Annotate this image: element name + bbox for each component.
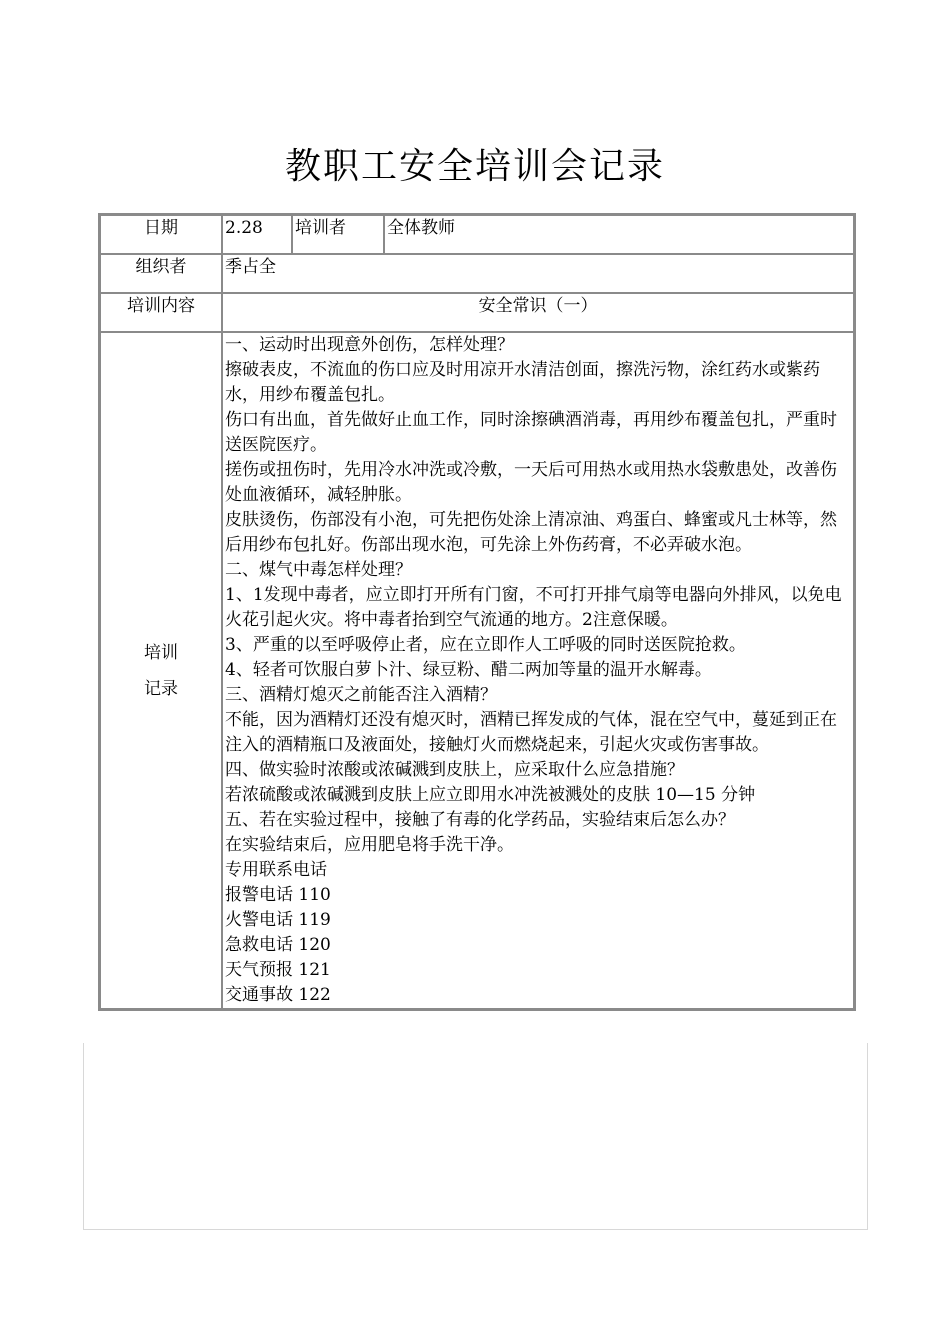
trainer-value: 全体教师 xyxy=(384,215,854,254)
record-line: 一、运动时出现意外创伤，怎样处理？ xyxy=(225,335,514,355)
record-line: 专用联系电话 xyxy=(225,860,327,880)
date-value: 2.28 xyxy=(222,215,292,254)
record-line: 四、做实验时浓酸或浓碱溅到皮肤上，应采取什么应急措施？ xyxy=(225,760,684,780)
training-record-table xyxy=(98,213,856,1011)
content-value: 安全常识（一） xyxy=(222,293,854,332)
record-line: 报警电话 110 xyxy=(225,885,331,905)
record-line: 4、轻者可饮服白萝卜汁、绿豆粉、醋二两加等量的温开水解毒。 xyxy=(225,660,712,680)
organizer-label: 组织者 xyxy=(100,254,222,293)
date-label: 日期 xyxy=(100,215,222,254)
record-label-line-1: 培训 xyxy=(144,642,178,663)
record-line: 二、煤气中毒怎样处理？ xyxy=(225,560,412,580)
record-line: 急救电话 120 xyxy=(225,935,331,955)
record-line: 1、1发现中毒者，应立即打开所有门窗，不可打开排气扇等电器向外排风，以免电火花引起火灾。将中毒者抬到空气流通的地方。2注意保暖。 xyxy=(225,585,842,630)
table-row-record xyxy=(100,332,854,1009)
content-label: 培训内容 xyxy=(100,293,222,332)
table-row-date xyxy=(100,215,854,254)
trainer-label: 培训者 xyxy=(292,215,384,254)
record-line: 皮肤烫伤，伤部没有小泡，可先把伤处涂上清凉油、鸡蛋白、蜂蜜或凡士林等，然后用纱布包扎好。伤部出现水泡，可先涂上外伤药膏，不必弄破水泡。 xyxy=(225,510,837,555)
organizer-value: 季占全 xyxy=(222,254,854,293)
table-row-content xyxy=(100,293,854,332)
record-line: 五、若在实验过程中，接触了有毒的化学药品，实验结束后怎么办？ xyxy=(225,810,735,830)
record-line: 搓伤或扭伤时，先用冷水冲洗或冷敷，一天后可用热水或用热水袋敷患处，改善伤处血液循环，减轻肿胀。 xyxy=(225,460,837,505)
page-title: 教职工安全培训会记录 xyxy=(284,146,665,187)
record-line: 伤口有出血，首先做好止血工作，同时涂擦碘酒消毒，再用纱布覆盖包扎，严重时送医院医疗。 xyxy=(225,410,837,455)
record-content xyxy=(222,332,854,1009)
record-line: 交通事故 122 xyxy=(225,985,331,1005)
blank-continuation-box xyxy=(83,1043,868,1230)
record-line: 3、严重的以至呼吸停止者，应在立即作人工呼吸的同时送医院抢救。 xyxy=(225,635,746,655)
table-row-organizer xyxy=(100,254,854,293)
record-line: 天气预报 121 xyxy=(225,960,331,980)
record-label-line-2: 记录 xyxy=(144,678,178,699)
record-line: 不能，因为酒精灯还没有熄灭时，酒精已挥发成的气体，混在空气中，蔓延到正在注入的酒精瓶口及液面处，接触灯火而燃烧起来，引起火灾或伤害事故。 xyxy=(225,710,837,755)
record-line: 若浓硫酸或浓碱溅到皮肤上应立即用水冲洗被溅处的皮肤 10—15 分钟 xyxy=(225,785,756,805)
record-label-cell xyxy=(100,332,222,1009)
record-line: 擦破表皮，不流血的伤口应及时用凉开水清洁创面，擦洗污物，涂红药水或紫药水，用纱布覆盖包扎。 xyxy=(225,360,820,405)
record-line: 在实验结束后，应用肥皂将手洗干净。 xyxy=(225,835,514,855)
record-line: 火警电话 119 xyxy=(225,910,331,930)
record-line: 三、酒精灯熄灭之前能否注入酒精？ xyxy=(225,685,497,705)
